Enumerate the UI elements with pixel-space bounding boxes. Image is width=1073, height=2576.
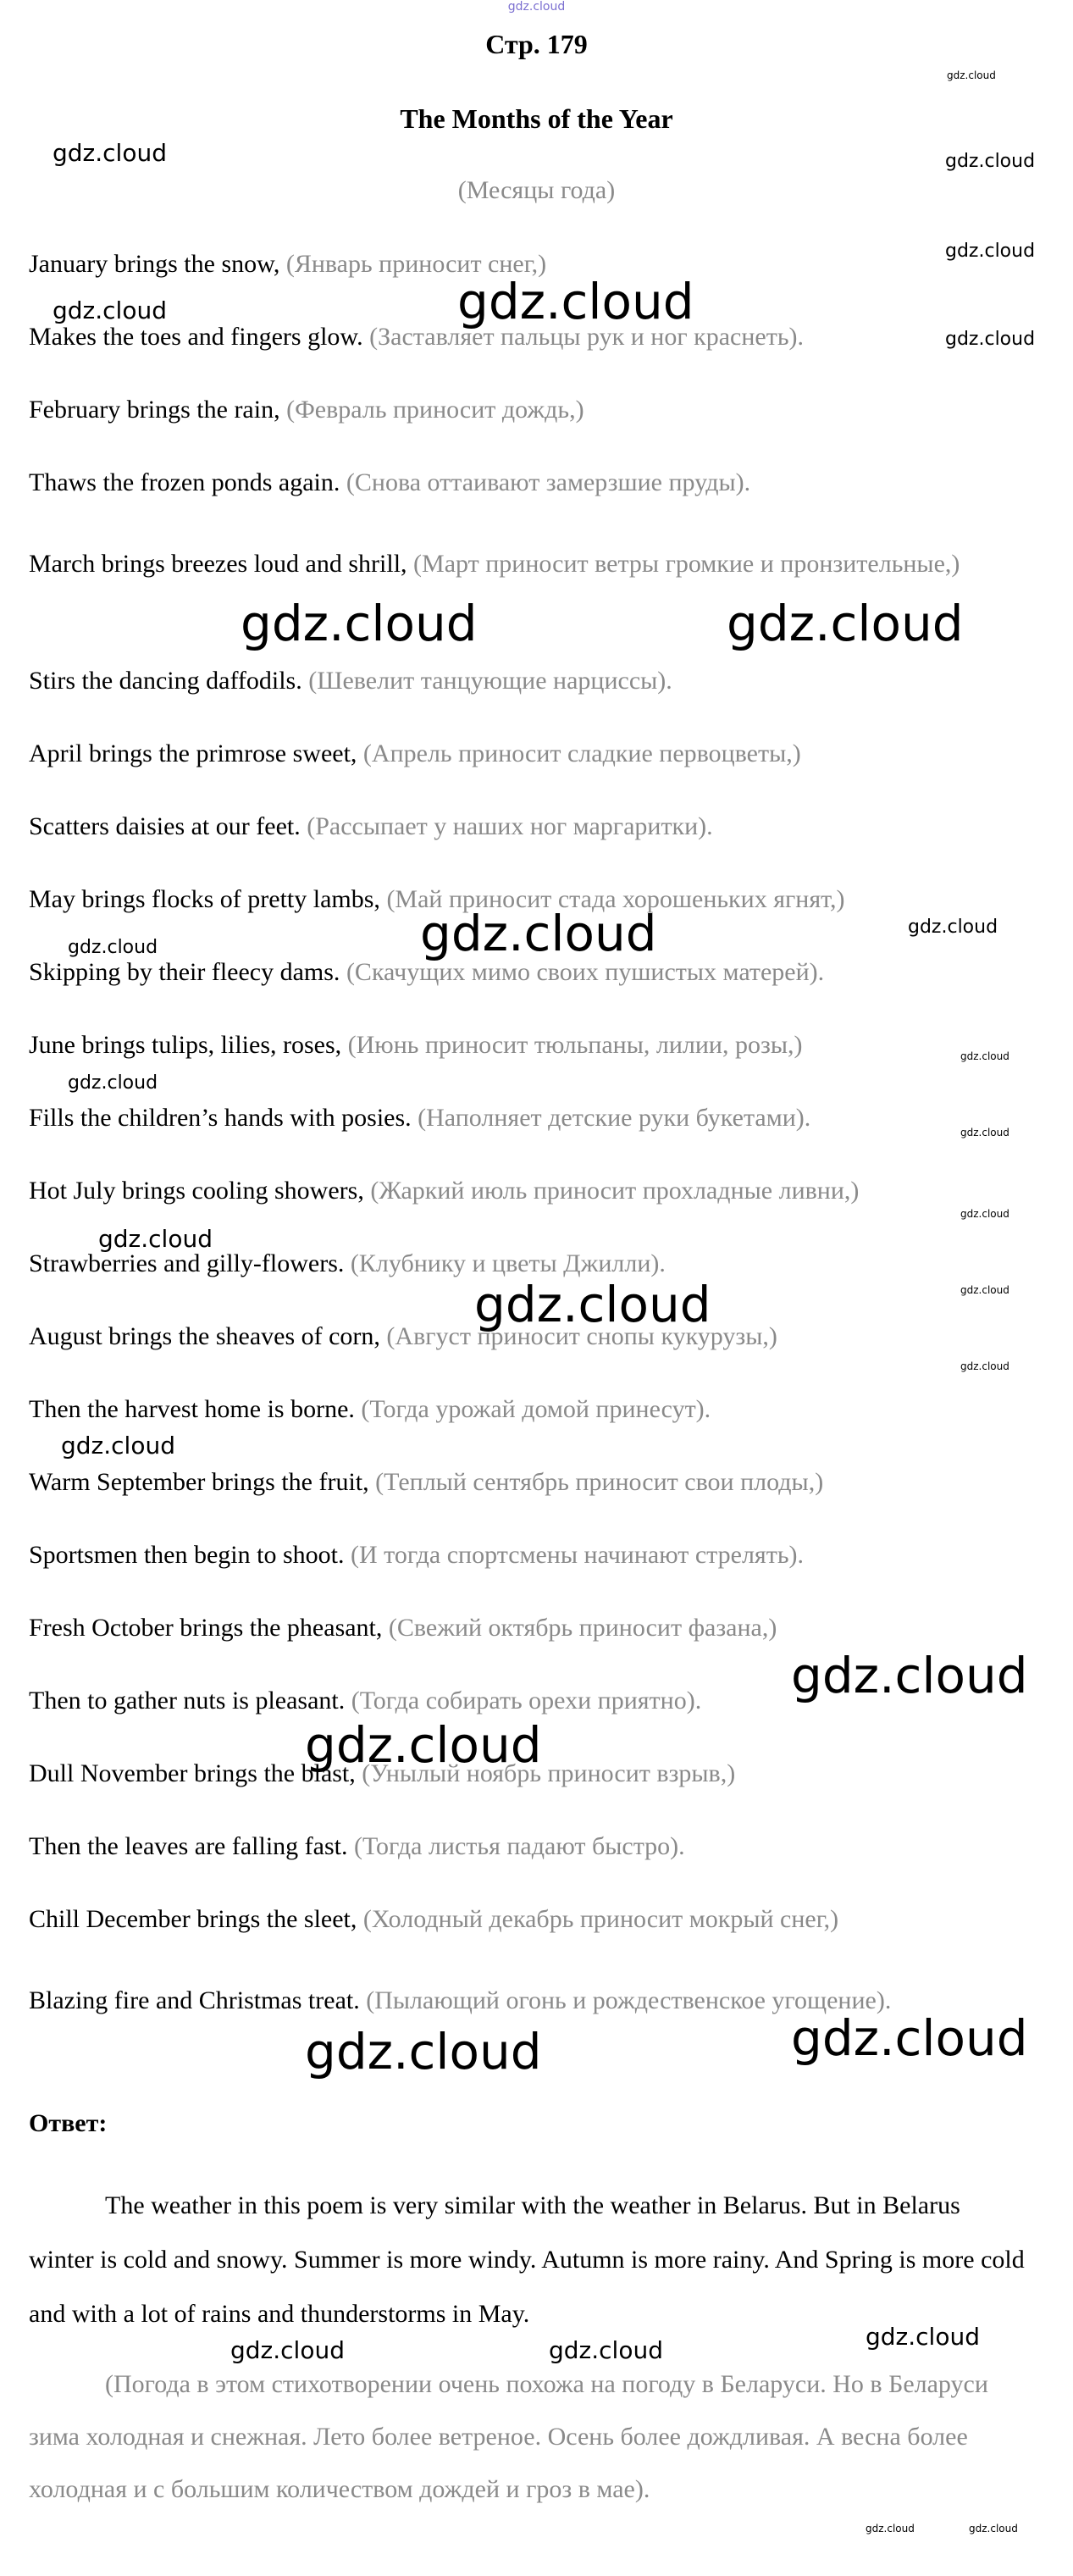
watermark: gdz.cloud: [960, 1050, 1009, 1062]
watermark: gdz.cloud: [866, 2323, 980, 2351]
poem-line: Sportsmen then begin to shoot. (И тогда спортсмены начинают стрелять).: [29, 1541, 804, 1569]
watermark: gdz.cloud: [305, 2023, 542, 2080]
poem-line: Fresh October brings the pheasant, (Свежий октябрь приносит фазана,): [29, 1614, 777, 1642]
watermark: gdz.cloud: [230, 2336, 345, 2364]
poem-line: Stirs the dancing daffodils. (Шевелит танцующие нарциссы).: [29, 667, 672, 695]
poem-line: Blazing fire and Christmas treat. (Пылающий огонь и рождественское угощение).: [29, 1986, 892, 2014]
poem-line: March brings breezes loud and shrill, (Март приносит ветры громкие и пронзительные,): [29, 550, 960, 578]
watermark: gdz.cloud: [420, 905, 657, 962]
poem-subtitle: (Месяцы года): [457, 176, 616, 204]
poem-line: Hot July brings cooling showers, (Жаркий июль приносит прохладные ливни,): [29, 1177, 860, 1205]
watermark: gdz.cloud: [908, 917, 998, 938]
watermark: gdz.cloud: [960, 1127, 1009, 1138]
poem-line: Fills the children’s hands with posies. (Наполняет детские руки букетами).: [29, 1104, 811, 1132]
poem-line: Then the leaves are falling fast. (Тогда листья падают быстро).: [29, 1832, 685, 1860]
watermark: gdz.cloud: [68, 1072, 158, 1094]
poem-line: May brings flocks of pretty lambs, (Май приносит стада хорошеньких ягнят,): [29, 885, 845, 913]
watermark: gdz.cloud: [61, 1432, 175, 1460]
poem-line: Dull November brings the blast, (Унылый ноябрь приносит взрыв,): [29, 1759, 736, 1787]
watermark: gdz.cloud: [960, 1360, 1009, 1372]
poem-line: Then the harvest home is borne. (Тогда урожай домой принесут).: [29, 1395, 711, 1423]
watermark: gdz.cloud: [474, 1276, 711, 1333]
watermark: gdz.cloud: [457, 273, 694, 330]
answer-label: Ответ:: [29, 2109, 108, 2137]
watermark: gdz.cloud: [791, 1647, 1028, 1704]
watermark: gdz.cloud: [53, 139, 167, 167]
poem-line: February brings the rain, (Февраль приносит дождь,): [29, 396, 584, 424]
watermark: gdz.cloud: [969, 2523, 1018, 2534]
poem-line: Skipping by their fleecy dams. (Скачущих мимо своих пушистых матерей).: [29, 958, 825, 986]
watermark: gdz.cloud: [549, 2336, 663, 2364]
poem-line: Then to gather nuts is pleasant. (Тогда собирать орехи приятно).: [29, 1687, 702, 1715]
watermark: gdz.cloud: [727, 595, 964, 652]
top-watermark: gdz.cloud: [507, 0, 566, 14]
watermark: gdz.cloud: [945, 329, 1036, 350]
watermark: gdz.cloud: [866, 2523, 915, 2534]
poem-line: Strawberries and gilly-flowers. (Клубнику и цветы Джилли).: [29, 1249, 666, 1277]
watermark: gdz.cloud: [68, 937, 158, 958]
watermark: gdz.cloud: [960, 1208, 1009, 1220]
watermark: gdz.cloud: [791, 2009, 1028, 2067]
watermark: gdz.cloud: [98, 1225, 213, 1253]
poem-line: January brings the snow, (Январь приносит снег,): [29, 250, 547, 278]
poem-line: April brings the primrose sweet, (Апрель приносит сладкие первоцветы,): [29, 740, 801, 767]
poem-line: June brings tulips, lilies, roses, (Июнь приносит тюльпаны, лилии, розы,): [29, 1031, 803, 1059]
answer-text: The weather in this poem is very similar with the weather in Belarus. But in Belarus winter is cold and snowy. Summer is more windy. Autumn is more rainy. And Spring is more cold and with a lot of rains and thunderstorms in May.: [29, 2191, 1025, 2328]
poem-line: Thaws the frozen ponds again. (Снова оттаивают замерзшие пруды).: [29, 468, 751, 496]
watermark: gdz.cloud: [945, 241, 1036, 262]
watermark: gdz.cloud: [945, 151, 1036, 172]
page-number: Стр. 179: [485, 29, 588, 59]
answer-translation: (Погода в этом стихотворении очень похожа на погоду в Беларуси. Но в Беларуси зима холодная и снежная. Лето более ветреное. Осень более дождливая. А весна более холодная и с большим количеством дождей и гроз в мае).: [29, 2370, 988, 2503]
watermark: gdz.cloud: [305, 1716, 542, 1774]
poem-line: Warm September brings the fruit, (Теплый сентябрь приносит свои плоды,): [29, 1468, 824, 1496]
poem-line: Makes the toes and fingers glow. (Заставляет пальцы рук и ног краснеть).: [29, 323, 804, 351]
watermark: gdz.cloud: [53, 296, 167, 324]
watermark: gdz.cloud: [947, 69, 996, 81]
watermark: gdz.cloud: [960, 1284, 1009, 1296]
poem-title: The Months of the Year: [400, 103, 673, 134]
poem-line: Scatters daisies at our feet. (Рассыпает у наших ног маргаритки).: [29, 812, 713, 840]
poem: [29, 247, 1045, 2101]
poem-line: August brings the sheaves of corn, (Август приносит снопы кукурузы,): [29, 1322, 777, 1350]
watermark: gdz.cloud: [241, 595, 478, 652]
poem-line: Chill December brings the sleet, (Холодный декабрь приносит мокрый снег,): [29, 1905, 839, 1933]
